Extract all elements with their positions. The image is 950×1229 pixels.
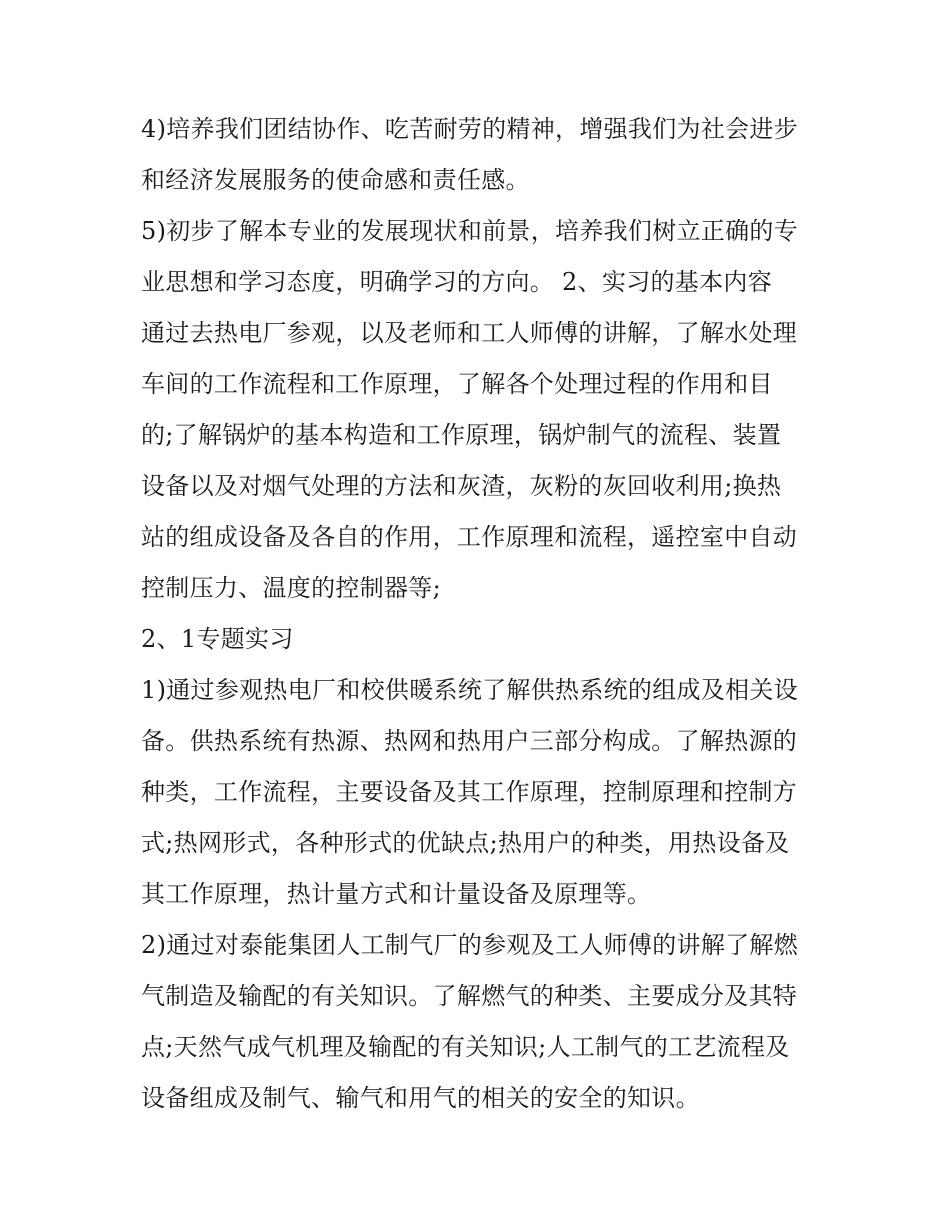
document-body xyxy=(141,104,821,1124)
text-line: 控制压力、温度的控制器等; xyxy=(141,574,441,602)
text-line: 5)初步了解本专业的发展现状和前景，培养我们树立正确的专 xyxy=(141,217,799,245)
text-line: 其工作原理，热计量方式和计量设备及原理等。 xyxy=(141,880,652,908)
paragraph-objective-4 xyxy=(141,104,821,206)
heading-line: 2、1专题实习 xyxy=(141,625,294,653)
text-line: 式;热网形式，各种形式的优缺点;热用户的种类，用热设备及 xyxy=(141,829,790,857)
text-line: 气制造及输配的有关知识。了解燃气的种类、主要成分及其特 xyxy=(141,982,798,1010)
text-line: 点;天然气成气机理及输配的有关知识;人工制气的工艺流程及 xyxy=(141,1033,790,1061)
paragraph-objective-5 xyxy=(141,206,821,614)
text-line: 1)通过参观热电厂和校供暖系统了解供热系统的组成及相关设 xyxy=(141,676,799,704)
text-line: 设备组成及制气、输气和用气的相关的安全的知识。 xyxy=(141,1084,700,1112)
paragraph-topic-1 xyxy=(141,665,821,920)
paragraph-topic-2 xyxy=(141,920,821,1124)
text-line: 站的组成设备及各自的作用，工作原理和流程，遥控室中自动 xyxy=(141,523,798,551)
text-line: 业思想和学习态度，明确学习的方向。 2、实习的基本内容 xyxy=(141,268,772,296)
text-line: 和经济发展服务的使命感和责任感。 xyxy=(141,166,530,194)
text-line: 备。供热系统有热源、热网和热用户三部分构成。了解热源的 xyxy=(141,727,798,755)
section-heading xyxy=(141,614,821,665)
text-line: 的;了解锅炉的基本构造和工作原理，锅炉制气的流程、装置 xyxy=(141,421,782,449)
text-line: 2)通过对泰能集团人工制气厂的参观及工人师傅的讲解了解燃 xyxy=(141,931,799,959)
text-line: 4)培养我们团结协作、吃苦耐劳的精神，增强我们为社会进步 xyxy=(141,115,799,143)
text-line: 车间的工作流程和工作原理，了解各个处理过程的作用和目 xyxy=(141,370,773,398)
text-line: 设备以及对烟气处理的方法和灰渣，灰粉的灰回收利用;换热 xyxy=(141,472,782,500)
text-line: 种类，工作流程，主要设备及其工作原理，控制原理和控制方 xyxy=(141,778,798,806)
text-line: 通过去热电厂参观，以及老师和工人师傅的讲解，了解水处理 xyxy=(141,319,798,347)
